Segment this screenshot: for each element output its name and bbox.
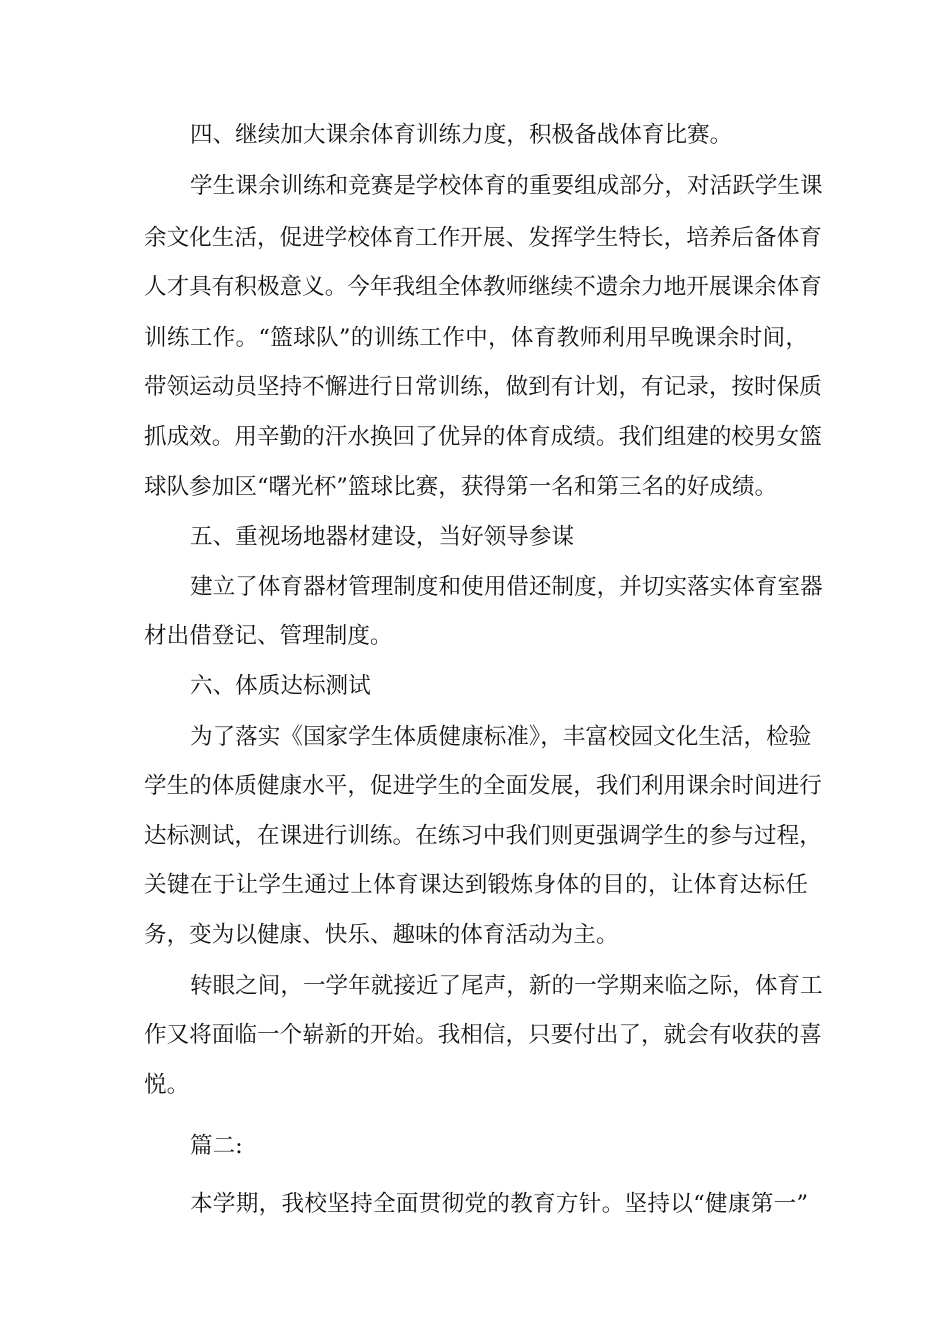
paragraph-line: 悦。 bbox=[144, 1072, 190, 1098]
paragraph-line: 达标测试，在课进行训练。在练习中我们则更强调学生的参与过程， bbox=[144, 823, 822, 849]
heading-section-five: 五、重视场地器材建设，当好领导参谋 bbox=[190, 524, 575, 550]
paragraph-line: 材出借登记、管理制度。 bbox=[144, 623, 393, 649]
paragraph-line: 人才具有积极意义。今年我组全体教师继续不遗余力地开展课余体育 bbox=[144, 274, 822, 300]
paragraph-line: 建立了体育器材管理制度和使用借还制度，并切实落实体育室器 bbox=[190, 574, 823, 600]
paragraph-line: 训练工作。“篮球队”的训练工作中，体育教师利用早晚课余时间， bbox=[144, 325, 808, 351]
paragraph-line: 学生的体质健康水平，促进学生的全面发展，我们利用课余时间进行 bbox=[144, 773, 822, 799]
paragraph-line: 本学期，我校坚持全面贯彻党的教育方针。坚持以“健康第一” bbox=[190, 1191, 808, 1217]
paragraph-line: 转眼之间，一学年就接近了尾声，新的一学期来临之际，体育工 bbox=[190, 973, 823, 999]
paragraph-line: 作又将面临一个崭新的开始。我相信，只要付出了，就会有收获的喜 bbox=[144, 1022, 822, 1048]
paragraph-line: 学生课余训练和竞赛是学校体育的重要组成部分，对活跃学生课 bbox=[190, 173, 823, 199]
paragraph-line: 余文化生活，促进学校体育工作开展、发挥学生特长，培养后备体育 bbox=[144, 225, 822, 251]
paragraph-line: 抓成效。用辛勤的汗水换回了优异的体育成绩。我们组建的校男女篮 bbox=[144, 424, 822, 450]
paragraph-line: 球队参加区“曙光杯”篮球比赛，获得第一名和第三名的好成绩。 bbox=[144, 474, 778, 500]
paragraph-line: 带领运动员坚持不懈进行日常训练，做到有计划，有记录，按时保质 bbox=[144, 374, 822, 400]
heading-section-four: 四、继续加大课余体育训练力度，积极备战体育比赛。 bbox=[190, 122, 733, 148]
paragraph-line: 务，变为以健康、快乐、趣味的体育活动为主。 bbox=[144, 922, 619, 948]
heading-section-six: 六、体质达标测试 bbox=[190, 673, 371, 699]
paragraph-line: 为了落实《国家学生体质健康标准》，丰富校园文化生活，检验 bbox=[190, 724, 812, 750]
heading-part-two: 篇二: bbox=[190, 1133, 243, 1159]
paragraph-line: 关键在于让学生通过上体育课达到锻炼身体的目的，让体育达标任 bbox=[144, 872, 808, 898]
